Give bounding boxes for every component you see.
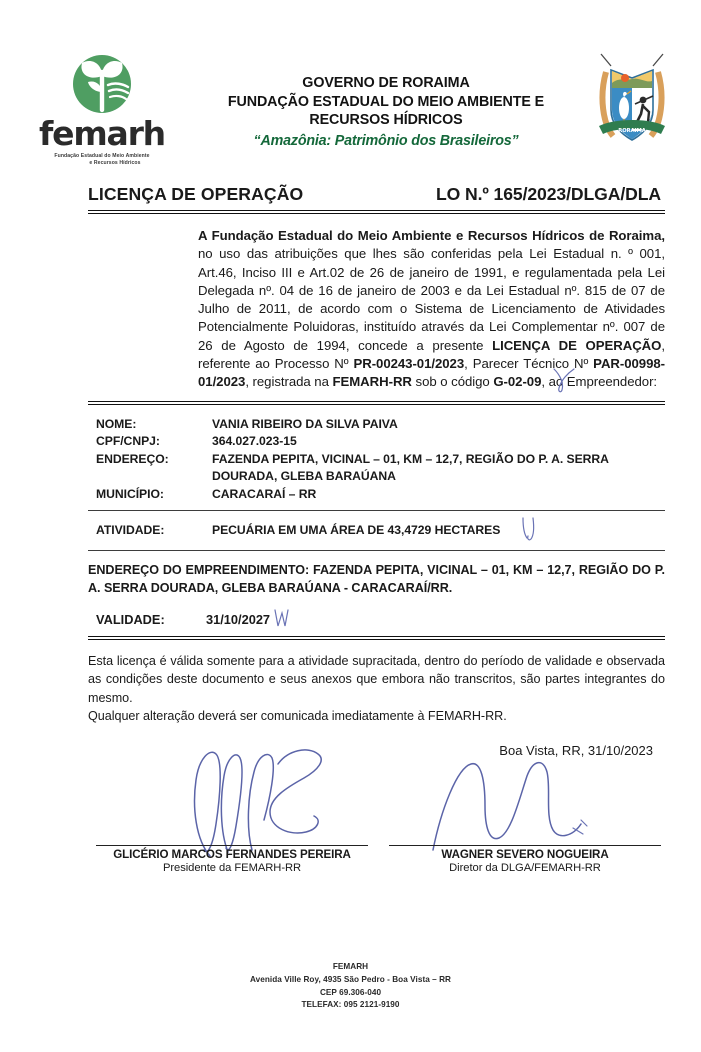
field-row-municipio (96, 486, 665, 504)
leaf-water-logo-icon (65, 54, 139, 116)
document-header (0, 52, 701, 170)
footer-cep: CEP 69.306-040 (319, 987, 382, 997)
femarh-wordmark: femarh (39, 114, 165, 153)
closing-paragraph-1: Esta licença é válida somente para a atividade supracitada, dentro do período de validade e observada as condições deste documento e seus anexos que embora não transcritos, são partes integrantes do mesmo. (88, 654, 665, 705)
field-row-cpf-cnpj (96, 433, 665, 451)
field-value-endereco: FAZENDA PEPITA, VICINAL – 01, KM – 12,7, REGIÃO DO P. A. SERRA (212, 451, 609, 466)
signature-area (88, 758, 665, 874)
signature-block-director (389, 845, 661, 874)
header-title-foundation-line2: RECURSOS HÍDRICOS (309, 112, 463, 129)
activity-label: ATIVIDADE: (96, 523, 165, 538)
divider-above-fields (88, 401, 665, 405)
field-value-municipio: CARACARAÍ – RR (212, 486, 317, 501)
signature-name-director: WAGNER SEVERO NOGUEIRA (441, 848, 609, 862)
enterprise-address-text: ENDEREÇO DO EMPREENDIMENTO: FAZENDA PEPITA, VICINAL – 01, KM – 12,7, REGIÃO DO P. A. SERRA DOURADA, GLEBA BARAÚANA - CARACARAÍ/RR. (88, 563, 665, 596)
intro-text-3: , Parecer Técnico Nº (464, 355, 594, 371)
document-page (0, 52, 701, 1052)
intro-bold-femarh: FEMARH-RR (332, 374, 412, 390)
intro-bold-code: G-02-09 (493, 374, 542, 390)
signature-name-president: GLICÉRIO MARCOS FERNANDES PEREIRA (113, 848, 351, 862)
field-row-endereco (96, 451, 665, 469)
intro-text-4: , registrada na (245, 374, 333, 390)
closing-paragraph-2: Qualquer alteração deverá ser comunicada imediatamente à FEMARH-RR. (88, 708, 507, 723)
divider-under-title (88, 210, 665, 214)
validity-row (96, 612, 665, 627)
intro-text-2: , referente ao Processo Nº (198, 337, 665, 371)
document-footer (0, 961, 701, 1012)
document-title: LICENÇA DE OPERAÇÃO (88, 184, 304, 204)
femarh-logo (22, 54, 182, 166)
intro-bold-license-type: LICENÇA DE OPERAÇÃO (492, 337, 662, 353)
field-value-endereco-line2: DOURADA, GLEBA BARAÚANA (212, 469, 396, 484)
signature-glicerio-scribble (166, 740, 366, 860)
validity-value: 31/10/2027 (206, 612, 271, 628)
header-title-government: GOVERNO DE RORAIMA (302, 75, 470, 91)
femarh-logo-subtitle (22, 153, 182, 167)
place-and-date: Boa Vista, RR, 31/10/2023 (499, 743, 653, 759)
signature-wagner-scribble (423, 750, 613, 860)
signature-line-director (389, 845, 661, 846)
entrepreneur-fields (96, 416, 665, 504)
validity-label: VALIDADE: (96, 612, 165, 628)
signature-role-director: Diretor da DLGA/FEMARH-RR (449, 862, 601, 875)
roraima-coat-of-arms-icon (591, 52, 673, 152)
intro-paragraph (198, 227, 665, 392)
header-motto: “Amazônia: Patrimônio dos Brasileiros” (253, 133, 519, 150)
signature-block-president (96, 845, 368, 874)
footer-org-name: FEMARH (332, 962, 369, 972)
svg-text:RORAIMA: RORAIMA (618, 128, 646, 134)
signature-role-president: Presidente da FEMARH-RR (162, 862, 302, 875)
intro-text-1: no uso das atribuições que lhes são conferidas pela Lei Estadual n. º 001, Art.46, Inciso III e Art.02 de 26 de janeiro de 1991, e regulamentada pela Lei Delegada nº. 04 de 16 de janeiro de 2003 e da Lei Estadual nº. 815 de 07 de Julho de 2011, de acordo com o Sistema de Licenciamento de Atividades Potencialmente Poluidoras, instituído através da Lei Complementar nº. 007 de 26 de Agosto de 1994, concede a presente (198, 246, 665, 353)
divider-below-validity (88, 636, 665, 640)
field-value-nome: VANIA RIBEIRO DA SILVA PAIVA (212, 416, 398, 431)
header-titles (176, 74, 596, 149)
field-label-municipio: MUNICÍPIO: (96, 486, 164, 501)
intro-bold-process-number: PR-00243-01/2023 (353, 355, 465, 371)
signature-line-president (96, 845, 368, 846)
field-label-nome: NOME: (96, 416, 137, 431)
intro-bold-technical-opinion: PAR-00998-01/2023 (198, 355, 665, 390)
intro-bold-agency: A Fundação Estadual do Meio Ambiente e Recursos Hídricos de Roraima, (198, 228, 665, 243)
field-row-nome (96, 416, 665, 434)
document-title-row (88, 184, 665, 205)
activity-value: PECUÁRIA EM UMA ÁREA DE 43,4729 HECTARES (212, 523, 501, 538)
femarh-logo-subtitle-line1: Fundação Estadual do Meio Ambiente (54, 153, 150, 159)
divider-below-activity (88, 550, 665, 551)
femarh-logo-subtitle-line2: e Recursos Hídricos (89, 160, 141, 167)
field-label-cpf-cnpj: CPF/CNPJ: (96, 434, 160, 449)
document-number: LO N.º 165/2023/DLGA/DLA (436, 184, 661, 204)
footer-address: Avenida Ville Roy, 4935 São Pedro - Boa Vista – RR (249, 974, 452, 984)
intro-text-5: sob o código (411, 374, 494, 390)
field-label-endereco: ENDEREÇO: (96, 451, 169, 466)
header-title-foundation-line1: FUNDAÇÃO ESTADUAL DO MEIO AMBIENTE E (227, 93, 545, 110)
activity-row (96, 511, 665, 550)
footer-telefax: TELEFAX: 095 2121-9190 (301, 1000, 400, 1010)
activity-block (96, 511, 665, 550)
field-value-cpf-cnpj: 364.027.023-15 (212, 434, 297, 449)
intro-text-6: , ao Empreendedor: (541, 374, 658, 390)
closing-paragraphs (88, 652, 665, 725)
